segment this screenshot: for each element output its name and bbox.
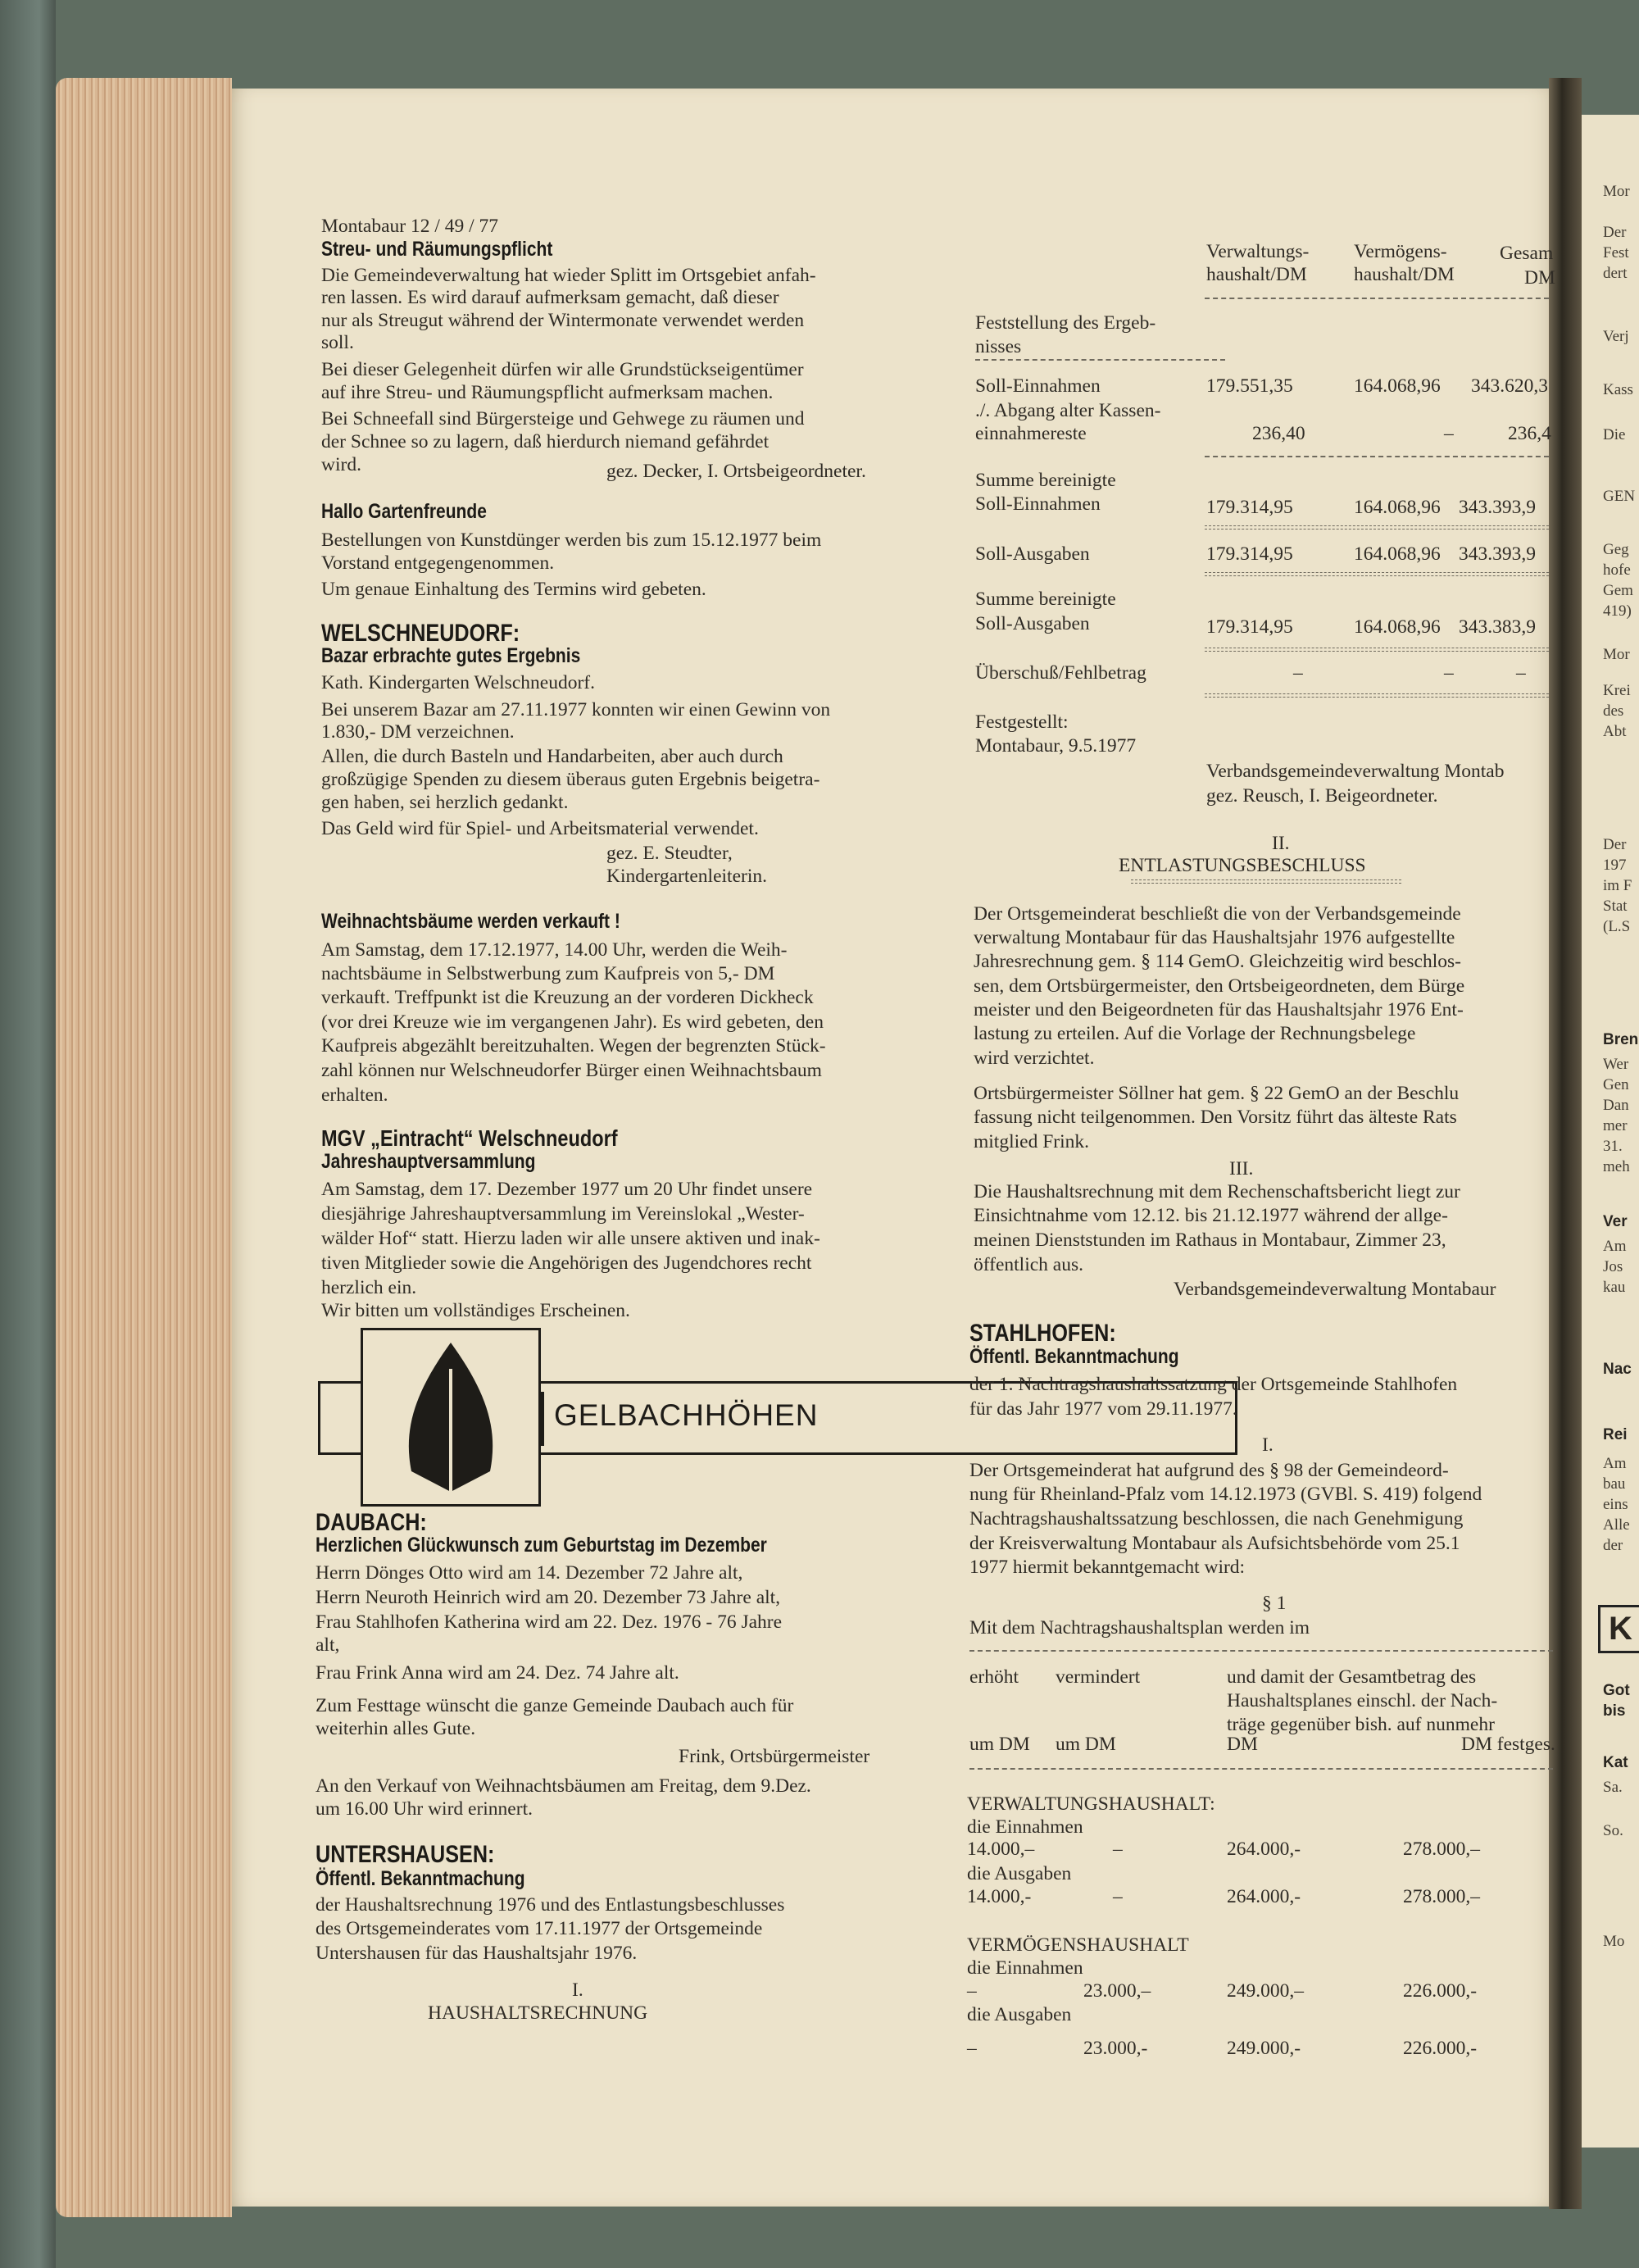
table-cell: 249.000,– — [1227, 1980, 1304, 2002]
page-header: Montabaur 12 / 49 / 77 — [321, 216, 499, 237]
heading-bazar: Bazar erbrachte gutes Ergebnis — [321, 644, 581, 667]
text-line: Ortsbürgermeister Söllner hat gem. § 22 GemO an der Beschlu — [974, 1083, 1460, 1104]
table-cell: 179.314,95 — [1206, 497, 1293, 518]
table-col-header: haushalt/DM — [1354, 264, 1455, 285]
next-line: Die — [1603, 426, 1626, 443]
text-line: Bestellungen von Kunstdünger werden bis zum 15.12.1977 beim — [321, 530, 822, 551]
text-line: großzügige Spenden zu diesem überaus guten Ergebnis beigetra- — [321, 769, 820, 790]
table-cell: – — [1444, 423, 1454, 444]
signature: Verbandsgemeindeverwaltung Montab — [1206, 761, 1505, 782]
page-edges — [56, 78, 232, 2217]
text-line: zahl können nur Welschneudorfer Bürger einen Weihnachtsbaum — [321, 1060, 822, 1081]
table-double-rule — [1205, 572, 1549, 576]
table-cell: 164.068,96 — [1354, 375, 1441, 397]
next-line: 419) — [1603, 602, 1632, 620]
text-line: ren lassen. Es wird darauf aufmerksam gemacht, daß dieser — [321, 287, 779, 308]
signature: Verbandsgemeindeverwaltung Montabaur — [1174, 1279, 1496, 1300]
table-cell: 236,4 — [1508, 423, 1551, 444]
text-line: Am Samstag, dem 17.12.1977, 14.00 Uhr, werden die Weih- — [321, 939, 788, 961]
next-line: Alle — [1603, 1516, 1630, 1534]
table-cell: 226.000,- — [1403, 2038, 1478, 2059]
next-line: Rei — [1603, 1426, 1628, 1443]
text-line: gen haben, sei herzlich gedankt. — [321, 792, 569, 813]
next-line: Mo — [1603, 1933, 1625, 1950]
table-cell: – — [1516, 662, 1526, 684]
next-line: Kat — [1603, 1754, 1628, 1771]
table-label: Soll-Einnahmen — [975, 375, 1101, 397]
text-line: alt, — [316, 1634, 340, 1656]
heading-baeume: Weihnachtsbäume werden verkauft ! — [321, 910, 620, 933]
text-line: Festgestellt: — [975, 711, 1069, 733]
logo-text: GELBACHHÖHEN — [554, 1398, 819, 1432]
table-cell: – — [967, 1980, 977, 2002]
table-col-header: DM — [1227, 1734, 1258, 1755]
text-line: (vor drei Kreuze wie im vergangenen Jahr). Es wird gebeten, den — [321, 1011, 824, 1033]
text-line: nung für Rheinland-Pfalz vom 14.12.1973 (GVBl. S. 419) folgend — [969, 1484, 1482, 1505]
table-label: nisses — [975, 336, 1022, 357]
text-line: meister und den Beigeordneten für das Haushaltsjahr 1976 Ent- — [974, 999, 1464, 1020]
next-line: GEN — [1603, 488, 1636, 505]
text-line: Allen, die durch Basteln und Handarbeiten, aber auch durch — [321, 746, 783, 767]
table-rule — [969, 1650, 1553, 1652]
table-cell: 164.068,96 — [1354, 543, 1441, 565]
heading-garten: Hallo Gartenfreunde — [321, 500, 487, 523]
table-rule — [1205, 456, 1549, 457]
table-col-header: vermindert — [1056, 1666, 1141, 1688]
text-line: Mit dem Nachtragshaushaltsplan werden im — [969, 1617, 1310, 1639]
text-line: Der Ortsgemeinderat beschließt die von der Verbandsgemeinde — [974, 903, 1461, 925]
heading-bekanntmachung: Öffentl. Bekanntmachung — [316, 1867, 525, 1890]
table-label: Summe bereinigte — [975, 589, 1116, 610]
text-line: soll. — [321, 332, 354, 353]
place-untershausen: UNTERSHAUSEN: — [316, 1841, 495, 1868]
next-line: der — [1603, 1537, 1623, 1554]
next-line: meh — [1603, 1158, 1630, 1175]
text-line: Montabaur, 9.5.1977 — [975, 735, 1137, 757]
leaf-icon — [385, 1336, 516, 1500]
text-line: Am Samstag, dem 17. Dezember 1977 um 20 Uhr findet unsere — [321, 1179, 813, 1200]
table-label: die Einnahmen — [967, 1957, 1083, 1979]
next-line: Kass — [1603, 381, 1633, 398]
section-heading: ENTLASTUNGSBESCHLUSS — [1119, 855, 1366, 876]
table-rule — [975, 359, 1225, 361]
table-col-header: Gesam — [1500, 243, 1554, 264]
next-line: Der — [1603, 836, 1627, 853]
next-line: mer — [1603, 1117, 1628, 1134]
text-line: Frau Frink Anna wird am 24. Dez. 74 Jahre alt. — [316, 1662, 679, 1684]
text-line: sen, dem Ortsbürgermeister, den Ortsbeigeordneten, dem Bürge — [974, 975, 1465, 997]
text-line: nur als Streugut während der Wintermonate verwendet werden — [321, 310, 805, 331]
next-line: 197 — [1603, 857, 1627, 874]
table-cell: 226.000,- — [1403, 1980, 1478, 2002]
text-line: Nachtragshaushaltssatzung beschlossen, die nach Genehmigung — [969, 1508, 1464, 1529]
next-line: bis — [1603, 1702, 1626, 1720]
next-line: Krei — [1603, 682, 1631, 699]
text-line: erhalten. — [321, 1084, 388, 1106]
text-line: der Schnee so zu lagern, daß hierdurch niemand gefährdet — [321, 431, 770, 452]
table-cell: 164.068,96 — [1354, 497, 1441, 518]
text-line: verwaltung Montabaur für das Haushaltsjahr 1976 aufgestellte — [974, 927, 1455, 948]
text-line: diesjährige Jahreshauptversammlung im Vereinslokal „Wester- — [321, 1203, 805, 1225]
section-number: III. — [1229, 1158, 1254, 1179]
table-cell: 264.000,- — [1227, 1886, 1301, 1907]
signature: gez. Reusch, I. Beigeordneter. — [1206, 785, 1438, 807]
place-welschneudorf: WELSCHNEUDORF: — [321, 620, 520, 647]
signature: gez. E. Steudter, — [606, 843, 733, 864]
table-double-rule — [1205, 693, 1549, 698]
table-cell: 14.000,– — [967, 1838, 1035, 1860]
next-line: Ver — [1603, 1213, 1628, 1230]
next-line: Verj — [1603, 328, 1629, 345]
next-line: 31. — [1603, 1138, 1623, 1155]
table-cell: 343.393,9 — [1459, 497, 1536, 518]
text-line: Herrn Dönges Otto wird am 14. Dezember 72 Jahre alt, — [316, 1562, 743, 1584]
table-label: Soll-Ausgaben — [975, 613, 1090, 634]
text-line: verkauft. Treffpunkt ist die Kreuzung an der vorderen Dickheck — [321, 987, 814, 1008]
table-col-header: DM — [1524, 267, 1555, 289]
text-line: Untershausen für das Haushaltsjahr 1976. — [316, 1943, 638, 1964]
table-cell: 14.000,- — [967, 1886, 1032, 1907]
table-col-header: DM festges. — [1461, 1734, 1555, 1755]
next-line: Mor — [1603, 183, 1630, 200]
text-line: An den Verkauf von Weihnachtsbäumen am Freitag, dem 9.Dez. — [316, 1775, 811, 1797]
text-line: wird verzichtet. — [974, 1048, 1095, 1069]
text-line: um 16.00 Uhr wird erinnert. — [316, 1798, 533, 1820]
text-line: Die Haushaltsrechnung mit dem Rechenschaftsbericht liegt zur — [974, 1181, 1460, 1202]
next-line: eins — [1603, 1496, 1628, 1513]
table-cell: 278.000,– — [1403, 1838, 1480, 1860]
text-line: der Haushaltsrechnung 1976 und des Entlastungsbeschlusses — [316, 1894, 785, 1916]
signature: Kindergartenleiterin. — [606, 866, 767, 887]
table-cell: 179.314,95 — [1206, 543, 1293, 565]
place-stahlhofen: STAHLHOFEN: — [969, 1320, 1116, 1347]
table-cell: – — [1444, 662, 1454, 684]
section-number: I. — [1262, 1434, 1274, 1456]
table-col-header: um DM — [969, 1734, 1030, 1755]
table-cell: 23.000,- — [1083, 2038, 1148, 2059]
signature: gez. Decker, I. Ortsbeigeordneter. — [606, 461, 866, 482]
text-line: des Ortsgemeinderates vom 17.11.1977 der Ortsgemeinde — [316, 1918, 763, 1939]
next-line: Sa. — [1603, 1779, 1623, 1796]
table-double-rule — [1205, 648, 1549, 652]
table-cell: 164.068,96 — [1354, 616, 1441, 638]
next-line: Wer — [1603, 1056, 1629, 1073]
text-line: lastung zu erteilen. Auf die Vorlage der Rechnungsbelege — [974, 1023, 1416, 1044]
table-section: VERMÖGENSHAUSHALT — [967, 1934, 1189, 1956]
heading-streu: Streu- und Räumungspflicht — [321, 238, 553, 261]
table-cell: 264.000,- — [1227, 1838, 1301, 1860]
next-line: Stat — [1603, 898, 1628, 915]
place-daubach: DAUBACH: — [316, 1509, 427, 1536]
table-col-header: Verwaltungs- — [1206, 241, 1310, 262]
next-line: Nac — [1603, 1361, 1632, 1378]
table-cell: 249.000,- — [1227, 2038, 1301, 2059]
heading-bekanntmachung: Öffentl. Bekanntmachung — [969, 1345, 1179, 1368]
table-cell: – — [1293, 662, 1303, 684]
next-line: Dan — [1603, 1097, 1629, 1114]
next-line: Am — [1603, 1455, 1627, 1472]
table-label: Soll-Einnahmen — [975, 493, 1101, 515]
text-line: Bei unserem Bazar am 27.11.1977 konnten wir einen Gewinn von — [321, 699, 831, 720]
section-number: II. — [1272, 833, 1290, 854]
table-label: ./. Abgang alter Kassen- — [975, 400, 1161, 421]
text-line: Der Ortsgemeinderat hat aufgrund des § 98 der Gemeindeord- — [969, 1460, 1449, 1481]
heading-double-rule — [1131, 879, 1401, 884]
next-line: hofe — [1603, 561, 1631, 579]
text-line: Bei dieser Gelegenheit dürfen wir alle Grundstückseigentümer — [321, 359, 804, 380]
text-line: Die Gemeindeverwaltung hat wieder Splitt im Ortsgebiet anfah- — [321, 265, 816, 286]
text-line: tiven Mitglieder sowie die Angehörigen des Jugendchores recht — [321, 1252, 812, 1274]
text-line: wird. — [321, 454, 361, 475]
table-col-header: um DM — [1056, 1734, 1116, 1755]
heading-glueckwunsch: Herzlichen Glückwunsch zum Geburtstag im Dezember — [316, 1534, 767, 1557]
text-line: Wir bitten um vollständiges Erscheinen. — [321, 1300, 630, 1321]
heading-mgv: MGV „Eintracht“ Welschneudorf — [321, 1125, 618, 1151]
paragraph-mark: § 1 — [1262, 1593, 1287, 1614]
next-line: Mor — [1603, 646, 1630, 663]
table-col-header: träge gegenüber bish. auf nunmehr — [1227, 1714, 1495, 1735]
section-heading: HAUSHALTSRECHNUNG — [428, 2002, 648, 2024]
table-label: einnahmereste — [975, 423, 1087, 444]
table-col-header: und damit der Gesamtbetrag des — [1227, 1666, 1477, 1688]
text-line: für das Jahr 1977 vom 29.11.1977. — [969, 1398, 1237, 1420]
next-line: bau — [1603, 1475, 1626, 1493]
table-label: die Einnahmen — [967, 1816, 1083, 1838]
next-line: Bren — [1603, 1031, 1639, 1048]
table-cell: 179.314,95 — [1206, 616, 1293, 638]
next-line: Fest — [1603, 244, 1629, 261]
table-col-header: erhöht — [969, 1666, 1019, 1688]
text-line: der Kreisverwaltung Montabaur als Aufsichtsbehörde vom 25.1 — [969, 1533, 1460, 1554]
next-line: K — [1598, 1605, 1639, 1653]
table-cell: 343.620,3 — [1471, 375, 1548, 397]
next-line: kau — [1603, 1279, 1626, 1296]
book-gutter — [1549, 78, 1582, 2209]
text-line: Herrn Neuroth Heinrich wird am 20. Dezember 73 Jahre alt, — [316, 1587, 781, 1608]
next-line: Jos — [1603, 1258, 1623, 1275]
text-line: nachtsbäume in Selbstwerbung zum Kaufpreis von 5,- DM — [321, 963, 775, 984]
text-line: meinen Dienststunden im Rathaus in Montabaur, Zimmer 23, — [974, 1229, 1446, 1251]
text-line: Das Geld wird für Spiel- und Arbeitsmaterial verwendet. — [321, 818, 759, 839]
text-line: Frau Stahlhofen Katherina wird am 22. Dez. 1976 - 76 Jahre — [316, 1611, 783, 1633]
next-line: Abt — [1603, 723, 1627, 740]
text-line: 1.830,- DM verzeichnen. — [321, 721, 515, 743]
table-label: Überschuß/Fehlbetrag — [975, 662, 1146, 684]
table-col-header: Vermögens- — [1354, 241, 1447, 262]
text-line: Vorstand entgegengenommen. — [321, 552, 555, 574]
text-line: öffentlich aus. — [974, 1254, 1084, 1275]
next-line: Got — [1603, 1682, 1630, 1699]
next-line: Der — [1603, 224, 1627, 241]
table-cell: – — [967, 2038, 977, 2059]
table-rule — [1205, 298, 1549, 299]
table-rule — [969, 1768, 1553, 1770]
table-cell: 343.393,9 — [1459, 543, 1536, 565]
table-cell: 23.000,– — [1083, 1980, 1151, 2002]
next-line: dert — [1603, 265, 1628, 282]
next-line: im F — [1603, 877, 1632, 894]
table-label: Feststellung des Ergeb- — [975, 312, 1156, 334]
table-cell: – — [1113, 1886, 1123, 1907]
text-line: Kath. Kindergarten Welschneudorf. — [321, 672, 595, 693]
book-spine — [0, 0, 56, 2268]
text-line: mitglied Frink. — [974, 1131, 1089, 1152]
table-col-header: haushalt/DM — [1206, 264, 1307, 285]
text-line: Bei Schneefall sind Bürgersteige und Gehwege zu räumen und — [321, 408, 805, 430]
text-line: auf ihre Streu- und Räumungspflicht aufmerksam machen. — [321, 382, 774, 403]
text-line: herzlich ein. — [321, 1277, 417, 1298]
next-line: Gen — [1603, 1076, 1629, 1093]
text-line: 1977 hiermit bekanntgemacht wird: — [969, 1557, 1246, 1578]
text-line: Kaufpreis abgezählt bereitzuhalten. Wegen der begrenzten Stück- — [321, 1035, 826, 1057]
section-number: I. — [572, 1979, 583, 2001]
table-cell: 278.000,– — [1403, 1886, 1480, 1907]
text-line: Um genaue Einhaltung des Termins wird gebeten. — [321, 579, 706, 600]
table-cell: 343.383,9 — [1459, 616, 1536, 638]
table-section: VERWALTUNGSHAUSHALT: — [967, 1793, 1215, 1815]
table-label: die Ausgaben — [967, 2004, 1072, 2025]
table-cell: 236,40 — [1252, 423, 1305, 444]
logo-divider — [541, 1392, 544, 1446]
signature: Frink, Ortsbürgermeister — [679, 1746, 870, 1767]
table-col-header: Haushaltsplanes einschl. der Nach- — [1227, 1690, 1498, 1711]
text-line: weiterhin alles Gute. — [316, 1718, 476, 1739]
text-line: Jahresrechnung gem. § 114 GemO. Gleichzeitig wird beschlos- — [974, 951, 1461, 972]
table-label: Soll-Ausgaben — [975, 543, 1090, 565]
next-line: Geg — [1603, 541, 1629, 558]
next-line: des — [1603, 702, 1624, 720]
text-line: Einsichtnahme vom 12.12. bis 21.12.1977 während der allge- — [974, 1205, 1448, 1226]
heading-jhv: Jahreshauptversammlung — [321, 1150, 536, 1173]
text-line: fassung nicht teilgenommen. Den Vorsitz führt das älteste Rats — [974, 1107, 1457, 1128]
table-label: Summe bereinigte — [975, 470, 1116, 491]
next-line: So. — [1603, 1822, 1623, 1839]
table-cell: 179.551,35 — [1206, 375, 1293, 397]
text-line: der 1. Nachtragshaushaltssatzung der Ortsgemeinde Stahlhofen — [969, 1374, 1458, 1395]
next-line: Gem — [1603, 582, 1633, 599]
next-page-fragment — [1582, 115, 1639, 2148]
table-cell: – — [1113, 1838, 1123, 1860]
table-label: die Ausgaben — [967, 1863, 1072, 1884]
next-line: Am — [1603, 1238, 1627, 1255]
text-line: wälder Hof“ statt. Hierzu laden wir alle unsere aktiven und inak- — [321, 1228, 820, 1249]
next-line: (L.S — [1603, 918, 1631, 935]
text-line: Zum Festtage wünscht die ganze Gemeinde Daubach auch für — [316, 1695, 794, 1716]
table-double-rule — [1205, 525, 1549, 530]
